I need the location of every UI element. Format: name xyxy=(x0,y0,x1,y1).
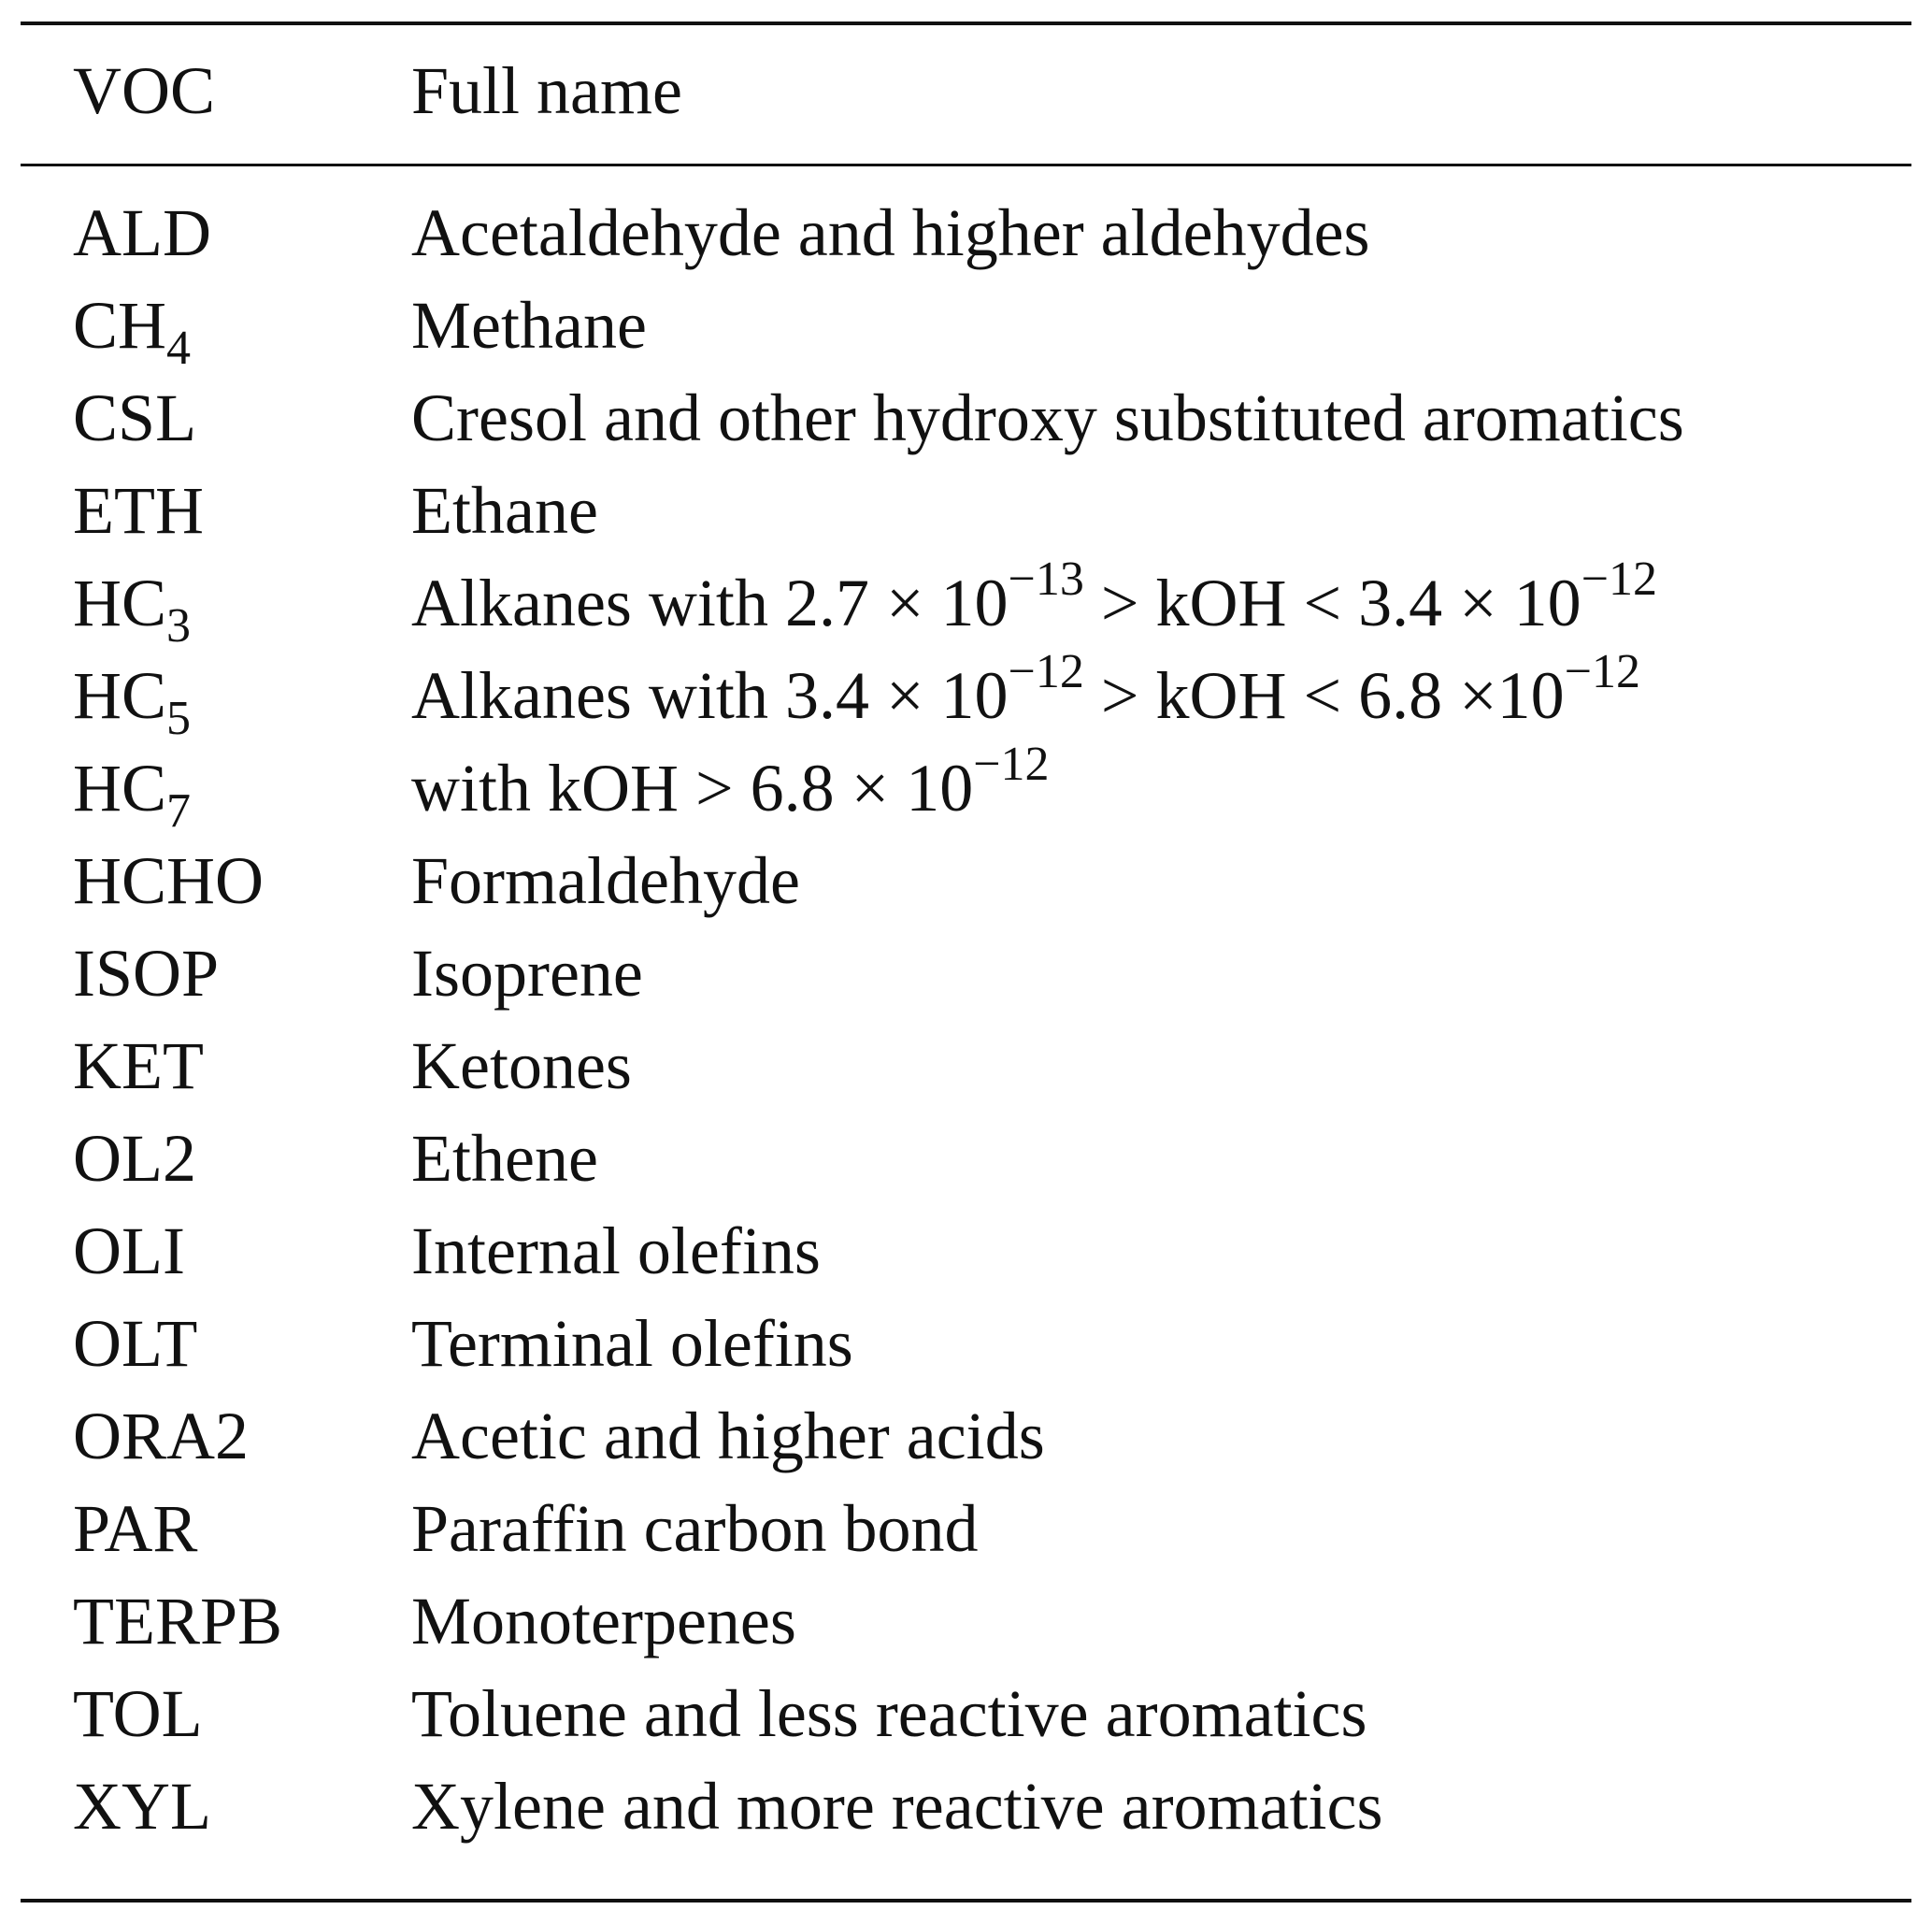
voc-cell: ISOP xyxy=(73,936,220,1011)
voc-cell: PAR xyxy=(73,1491,198,1566)
table-row xyxy=(0,1390,1932,1483)
full-name-cell: Acetaldehyde and higher aldehydes xyxy=(411,195,1370,270)
table-row xyxy=(0,372,1932,465)
voc-subscript: 7 xyxy=(166,784,192,838)
voc-base: HC xyxy=(73,566,167,640)
voc-subscript: 5 xyxy=(166,692,192,745)
voc-cell: ALD xyxy=(73,195,211,270)
table-header-row xyxy=(0,45,1932,137)
voc-base: HC xyxy=(73,751,167,826)
full-name-cell: Methane xyxy=(411,288,647,363)
voc-cell: TERPB xyxy=(73,1584,283,1658)
voc-cell: KET xyxy=(73,1028,204,1103)
table-row xyxy=(0,645,1932,745)
voc-cell: TOL xyxy=(73,1676,203,1751)
table-row xyxy=(0,465,1932,557)
voc-cell xyxy=(73,650,192,745)
voc-cell: CSL xyxy=(73,380,197,455)
full-name-cell: Cresol and other hydroxy substituted aromatics xyxy=(411,380,1684,455)
full-name-cell: Terminal olefins xyxy=(411,1306,853,1381)
full-name-cell: Ethane xyxy=(411,473,598,548)
table-row xyxy=(0,1483,1932,1575)
full-name-cell: Xylene and more reactive aromatics xyxy=(411,1769,1383,1844)
name-part: Alkanes with 3.4 × 10 xyxy=(411,658,1009,733)
voc-subscript: 4 xyxy=(166,322,192,375)
full-name-cell: Monoterpenes xyxy=(411,1584,796,1658)
full-name-cell: Paraffin carbon bond xyxy=(411,1491,979,1566)
full-name-cell xyxy=(411,645,1641,742)
table-row xyxy=(0,1575,1932,1668)
table-row xyxy=(0,1760,1932,1853)
name-part: Alkanes with 2.7 × 10 xyxy=(411,566,1009,640)
table-bottom-rule xyxy=(21,1899,1911,1902)
table-row xyxy=(0,553,1932,653)
table-row xyxy=(0,1298,1932,1390)
voc-cell xyxy=(73,280,192,375)
voc-base: CH xyxy=(73,288,167,363)
name-exponent: −12 xyxy=(1581,553,1658,606)
table-header-rule xyxy=(21,164,1911,166)
voc-cell xyxy=(73,742,192,838)
voc-cell: XYL xyxy=(73,1769,211,1844)
full-name-cell: Isoprene xyxy=(411,936,643,1011)
voc-cell: ORA2 xyxy=(73,1399,250,1473)
name-exponent: −12 xyxy=(973,738,1050,791)
header-voc: VOC xyxy=(73,53,216,128)
full-name-cell xyxy=(411,738,1050,835)
table-row xyxy=(0,1205,1932,1298)
voc-cell: HCHO xyxy=(73,843,265,918)
voc-subscript: 3 xyxy=(166,599,192,653)
voc-cell: OLI xyxy=(73,1213,185,1288)
table-row xyxy=(0,738,1932,838)
table-row xyxy=(0,280,1932,375)
full-name-cell: Ethene xyxy=(411,1121,598,1196)
voc-base: HC xyxy=(73,658,167,733)
name-exponent: −13 xyxy=(1008,553,1084,606)
voc-cell: OL2 xyxy=(73,1121,196,1196)
name-part: > kOH < 6.8 ×10 xyxy=(1083,658,1565,733)
full-name-cell: Toluene and less reactive aromatics xyxy=(411,1676,1367,1751)
name-part: with kOH > 6.8 × 10 xyxy=(411,751,974,826)
table-row xyxy=(0,1020,1932,1113)
table-row xyxy=(0,835,1932,927)
voc-cell: ETH xyxy=(73,473,204,548)
voc-cell xyxy=(73,557,192,653)
full-name-cell: Ketones xyxy=(411,1028,632,1103)
voc-cell: OLT xyxy=(73,1306,198,1381)
full-name-cell xyxy=(411,553,1658,650)
full-name-cell: Formaldehyde xyxy=(411,843,800,918)
table-row xyxy=(0,1113,1932,1205)
table-row xyxy=(0,1668,1932,1760)
name-exponent: −12 xyxy=(1564,645,1641,698)
full-name-cell: Acetic and higher acids xyxy=(411,1399,1045,1473)
table-row xyxy=(0,927,1932,1020)
table-row xyxy=(0,187,1932,280)
name-part: > kOH < 3.4 × 10 xyxy=(1083,566,1581,640)
header-full-name: Full name xyxy=(411,53,682,128)
name-exponent: −12 xyxy=(1008,645,1084,698)
table-top-rule xyxy=(21,22,1911,25)
full-name-cell: Internal olefins xyxy=(411,1213,821,1288)
